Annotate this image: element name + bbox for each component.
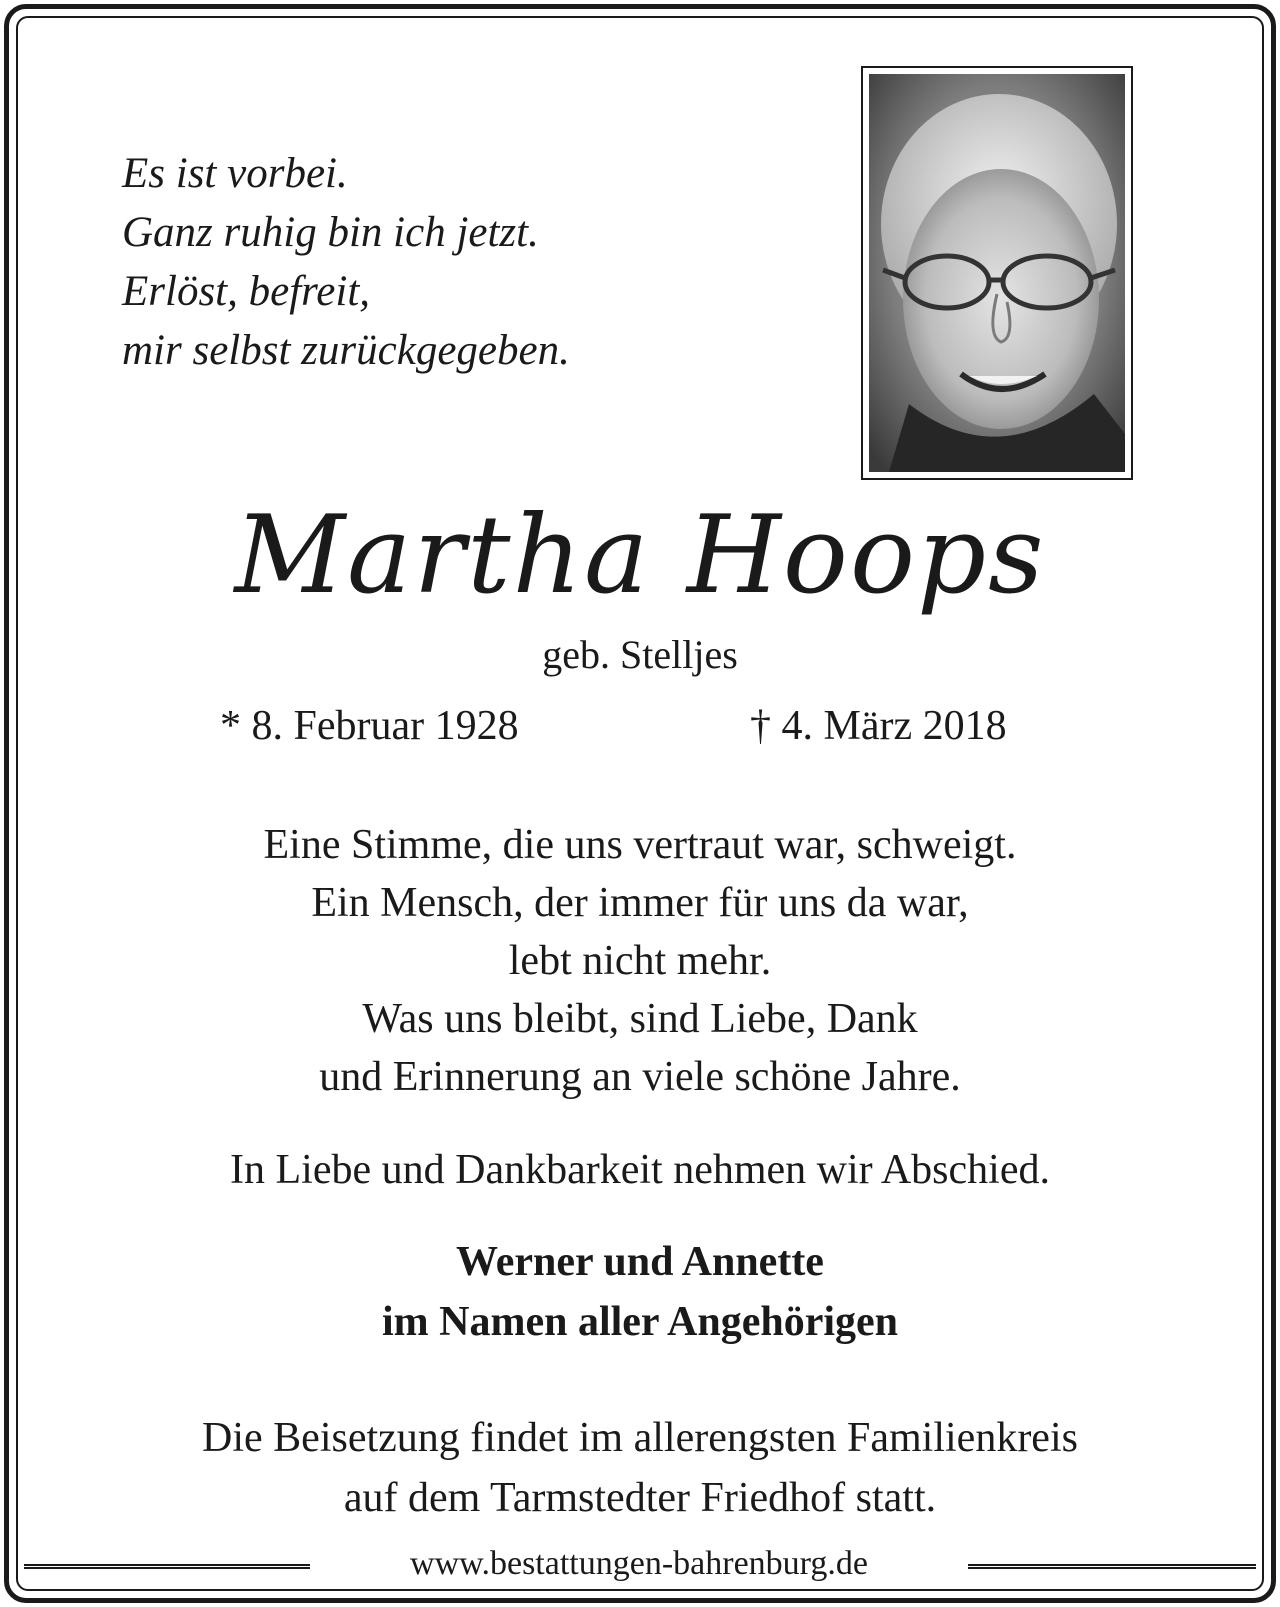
footer-rule-left: [24, 1564, 310, 1569]
portrait-frame: [861, 66, 1133, 480]
verse-line: lebt nicht mehr.: [508, 938, 772, 984]
signers: [0, 1232, 1280, 1352]
maiden-name: geb. Stelljes: [542, 632, 738, 677]
farewell-line: In Liebe und Dankbarkeit nehmen wir Abschied.: [230, 1147, 1050, 1193]
poem-line: Ganz ruhig bin ich jetzt.: [122, 209, 539, 256]
funeral-notice: [0, 1408, 1280, 1528]
signer-line: im Namen aller Angehörigen: [381, 1299, 899, 1345]
signer-line: Werner und Annette: [456, 1239, 824, 1285]
verse-line: Eine Stimme, die uns vertraut war, schweigt.: [263, 822, 1017, 868]
opening-poem: [122, 144, 570, 380]
memorial-verse: [0, 816, 1280, 1106]
footer-rule-right: [968, 1564, 1256, 1569]
verse-line: Was uns bleibt, sind Liebe, Dank: [362, 996, 918, 1042]
poem-line: mir selbst zurückgegeben.: [122, 327, 570, 374]
death-date: † 4. März 2018: [750, 703, 1007, 749]
portrait-image: [869, 74, 1125, 472]
portrait-photo: [869, 74, 1125, 472]
footer-website-link[interactable]: www.bestattungen-bahrenburg.de: [410, 1545, 868, 1582]
poem-line: Es ist vorbei.: [122, 150, 348, 197]
funeral-line: Die Beisetzung findet im allerengsten Familienkreis: [202, 1415, 1078, 1461]
funeral-line: auf dem Tarmstedter Friedhof statt.: [343, 1475, 937, 1521]
poem-line: Erlöst, befreit,: [122, 268, 371, 315]
birth-date: * 8. Februar 1928: [220, 703, 519, 749]
verse-line: Ein Mensch, der immer für uns da war,: [311, 880, 969, 926]
deceased-name: Martha Hoops: [234, 493, 1046, 618]
verse-line: und Erinnerung an viele schöne Jahre.: [319, 1054, 961, 1100]
